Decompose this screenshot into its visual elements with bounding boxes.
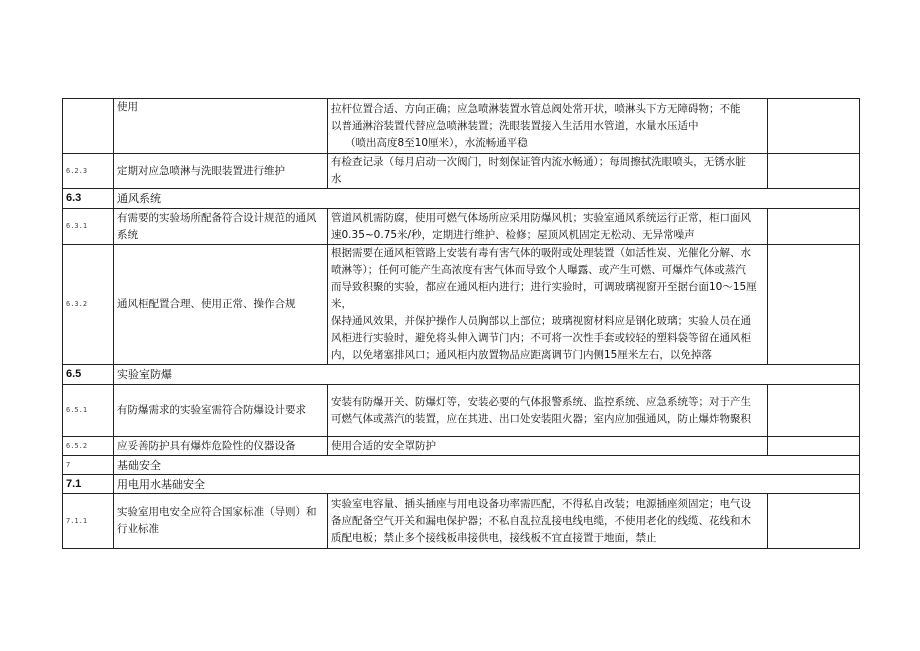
table-row <box>63 99 860 154</box>
item-title: 有防爆需求的实验室需符合防爆设计要求 <box>114 385 328 437</box>
item-requirement <box>328 99 768 154</box>
section-row <box>63 365 860 385</box>
requirement-line: 内，以免堵塞排风口；通风柜内放置物品应距离调节门内侧15厘米左右，以免掉落 <box>331 349 712 361</box>
requirement-line: 备应配备空气开关和漏电保护器；不私自乱拉乱接电线电缆，不使用老化的线缆、花线和木 <box>331 514 751 527</box>
table-row <box>63 245 860 365</box>
table-row <box>63 385 860 437</box>
item-number: 6.5.1 <box>63 385 114 437</box>
item-title: 使用 <box>114 99 328 154</box>
section-number: 6.5 <box>63 365 114 385</box>
item-title <box>114 494 328 549</box>
item-remark <box>768 209 860 245</box>
requirement-line: 使用合适的安全罩防护 <box>331 439 436 452</box>
item-requirement <box>328 385 768 437</box>
item-number <box>63 99 114 154</box>
requirement-line: 喷淋等）；任何可能产生高浓度有害气体而导致个人曝露、或产生可燃、可爆炸气体或蒸汽 <box>331 264 746 276</box>
section-number: 6.3 <box>63 189 114 209</box>
requirement-line: 拉杆位置合适、方向正确；应急喷淋装置水管总阀处常开状，喷淋头下方无障碍物；不能 <box>331 102 741 115</box>
section-number: 7 <box>63 456 114 475</box>
item-requirement <box>328 245 768 365</box>
table-row <box>63 437 860 456</box>
item-remark <box>768 494 860 549</box>
item-title-line: 系统 <box>117 228 138 241</box>
requirement-line: 以普通淋浴装置代替应急喷淋装置；洗眼装置接入生活用水管道，水量水压适中 <box>331 119 699 132</box>
requirement-line: 可燃气体或蒸汽的装置，应在其进、出口处安装阻火器；室内应加强通风，防止爆炸物聚积 <box>331 412 751 425</box>
table-row <box>63 494 860 549</box>
requirement-line: 实验室电容量、插头插座与用电设备功率需匹配，不得私自改装；电源插座须固定；电气设 <box>331 497 751 510</box>
item-number: 6.5.2 <box>63 437 114 456</box>
item-number: 6.3.2 <box>63 245 114 365</box>
requirement-line: 管道风机需防腐，使用可燃气体场所应采用防爆风机；实验室通风系统运行正常，柜口面风 <box>331 211 751 224</box>
item-remark <box>768 99 860 154</box>
section-row <box>63 475 860 494</box>
section-title: 用电用水基础安全 <box>114 475 860 494</box>
item-requirement <box>328 154 768 189</box>
requirement-line: 质配电板；禁止多个接线板串接供电，接线板不宜直接置于地面，禁止 <box>331 531 657 544</box>
requirement-line: 水 <box>331 173 342 185</box>
requirement-line: 速0.35~0.75米/秒，定期进行维护、检修；屋顶风机固定无松动、无异常噪声 <box>331 228 695 241</box>
item-requirement <box>328 209 768 245</box>
section-title: 实验室防爆 <box>114 365 860 385</box>
item-title: 通风柜配置合理、使用正常、操作合规 <box>114 245 328 365</box>
item-requirement <box>328 437 768 456</box>
table-row <box>63 154 860 189</box>
item-title-line: 实验室用电安全应符合国家标准（导则）和 <box>117 506 317 518</box>
section-number: 7.1 <box>63 475 114 494</box>
item-title: 定期对应急喷淋与洗眼装置进行维护 <box>114 154 328 189</box>
item-remark <box>768 245 860 365</box>
requirement-line: 保持通风效果，并保护操作人员胸部以上部位；玻璃视窗材料应是钢化玻璃；实验人员在通 <box>331 315 751 327</box>
item-title-line: 行业标准 <box>117 523 159 535</box>
table-row <box>63 209 860 245</box>
item-remark <box>768 437 860 456</box>
section-row <box>63 456 860 475</box>
item-number: 6.3.1 <box>63 209 114 245</box>
item-title <box>114 209 328 245</box>
item-title-line: 有需要的实验场所配备符合设计规范的通风 <box>117 211 317 224</box>
item-remark <box>768 154 860 189</box>
item-number: 6.2.3 <box>63 154 114 189</box>
item-requirement <box>328 494 768 549</box>
requirement-line: 安装有防爆开关、防爆灯等，安装必要的气体报警系统、监控系统、应急系统等；对于产生 <box>331 395 751 408</box>
checklist-page <box>62 98 859 549</box>
requirement-line: 根据需要在通风柜管路上安装有毒有害气体的吸附或处理装置（如活性炭、光催化分解、水 <box>331 247 751 259</box>
requirement-line: 而导致积聚的实验，都应在通风柜内进行；进行实验时，可调玻璃视窗开至据台面10～15厘米， <box>331 281 757 310</box>
requirement-line: 有检查记录（每月启动一次阀门，时刻保证管内流水畅通）；每周擦拭洗眼喷头，无锈水脏 <box>331 156 746 168</box>
requirement-line: 风柜进行实验时，避免将头伸入调节门内；不可将一次性手套或较轻的塑料袋等留在通风柜 <box>331 332 751 344</box>
requirement-line: （喷出高度8至10厘米），水流畅通平稳 <box>345 136 528 149</box>
section-title: 通风系统 <box>114 189 860 209</box>
section-row <box>63 189 860 209</box>
item-number: 7.1.1 <box>63 494 114 549</box>
safety-checklist-table <box>62 98 860 549</box>
item-title: 应妥善防护具有爆炸危险性的仪器设备 <box>114 437 328 456</box>
section-title: 基础安全 <box>114 456 860 475</box>
item-remark <box>768 385 860 437</box>
